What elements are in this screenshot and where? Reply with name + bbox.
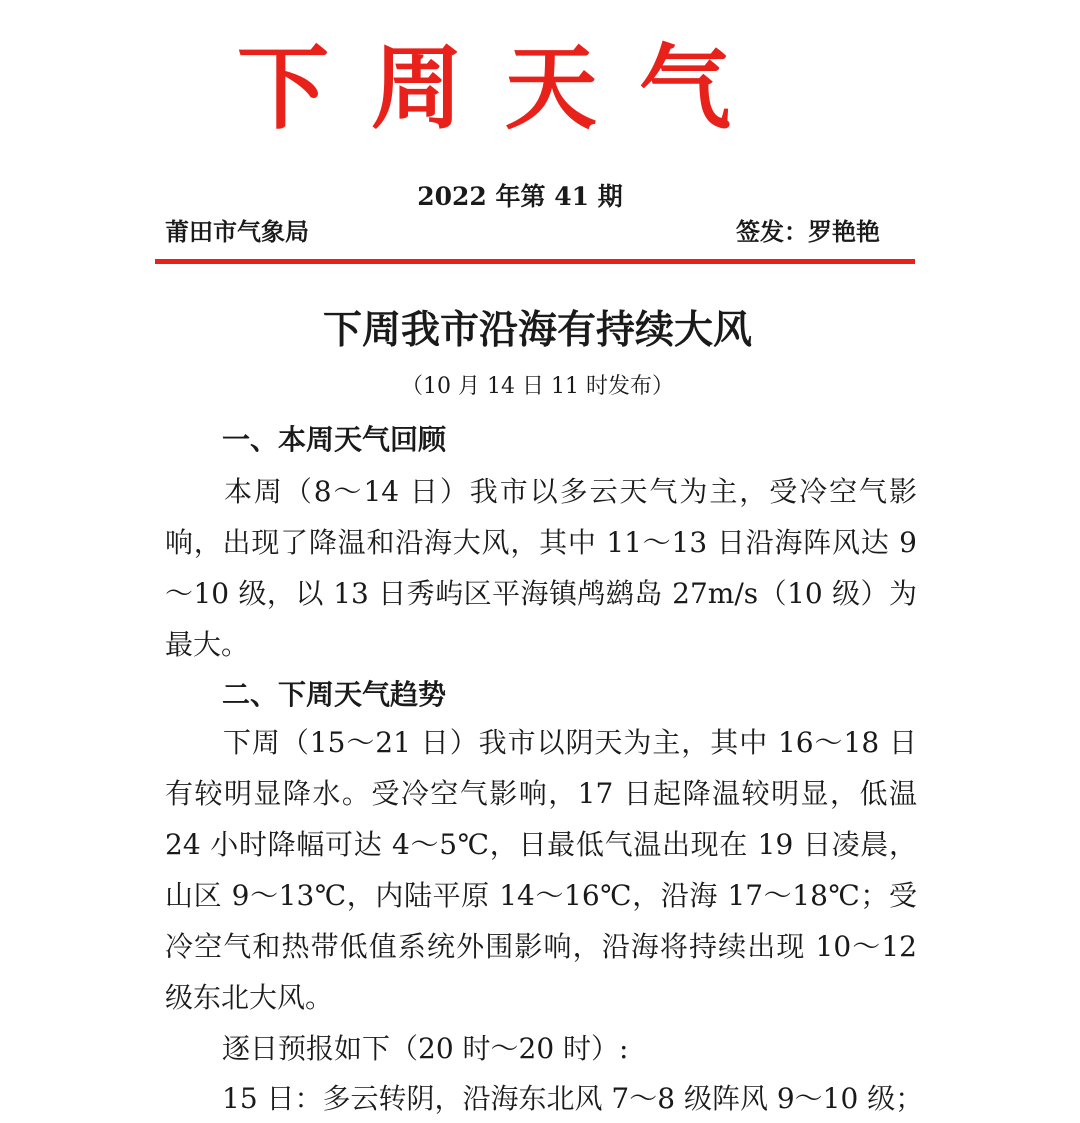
section-heading-trend: 二、下周天气趋势 [222,678,447,711]
review-paragraph [165,466,917,670]
issuer-row [165,215,880,249]
section-heading-review: 一、本周天气回顾 [222,423,447,456]
publish-time: （10 月 14 日 11 时发布） [401,374,674,399]
issue-number: 2022 年第 41 期 [417,182,623,211]
trend-paragraph [165,717,917,1023]
masthead-title: 下周天气 [236,34,773,142]
red-divider [155,259,915,264]
trend-text: 下周（15～21 日）我市以阴天为主，其中 16～18 日有较明显降水。受冷空气影响，17 日起降温较明显，低温 24 小时降幅可达 4～5℃，日最低气温出现在 19 日凌晨，山区 9～13℃，内陆平原 14～16℃，沿海 17～18℃；受冷空气和热带低值系统外围影响，沿海将持续出现 10～12 级东北大风。 [165,726,917,1014]
issuer-name: 莆田市气象局 [165,217,309,246]
review-text: 本周（8～14 日）我市以多云天气为主，受冷空气影响，出现了降温和沿海大风，其中 11～13 日沿海阵风达 9～10 级，以 13 日秀屿区平海镇鸬鹚岛 27m/s（10 级）为最大。 [165,475,917,661]
signer-name: 签发：罗艳艳 [736,217,880,246]
daily-intro: 逐日预报如下（20 时～20 时）: [222,1032,629,1065]
headline: 下周我市沿海有持续大风 [322,307,752,353]
daily-forecast-item: 15 日：多云转阴，沿海东北风 7～8 级阵风 9～10 级； [222,1082,924,1115]
